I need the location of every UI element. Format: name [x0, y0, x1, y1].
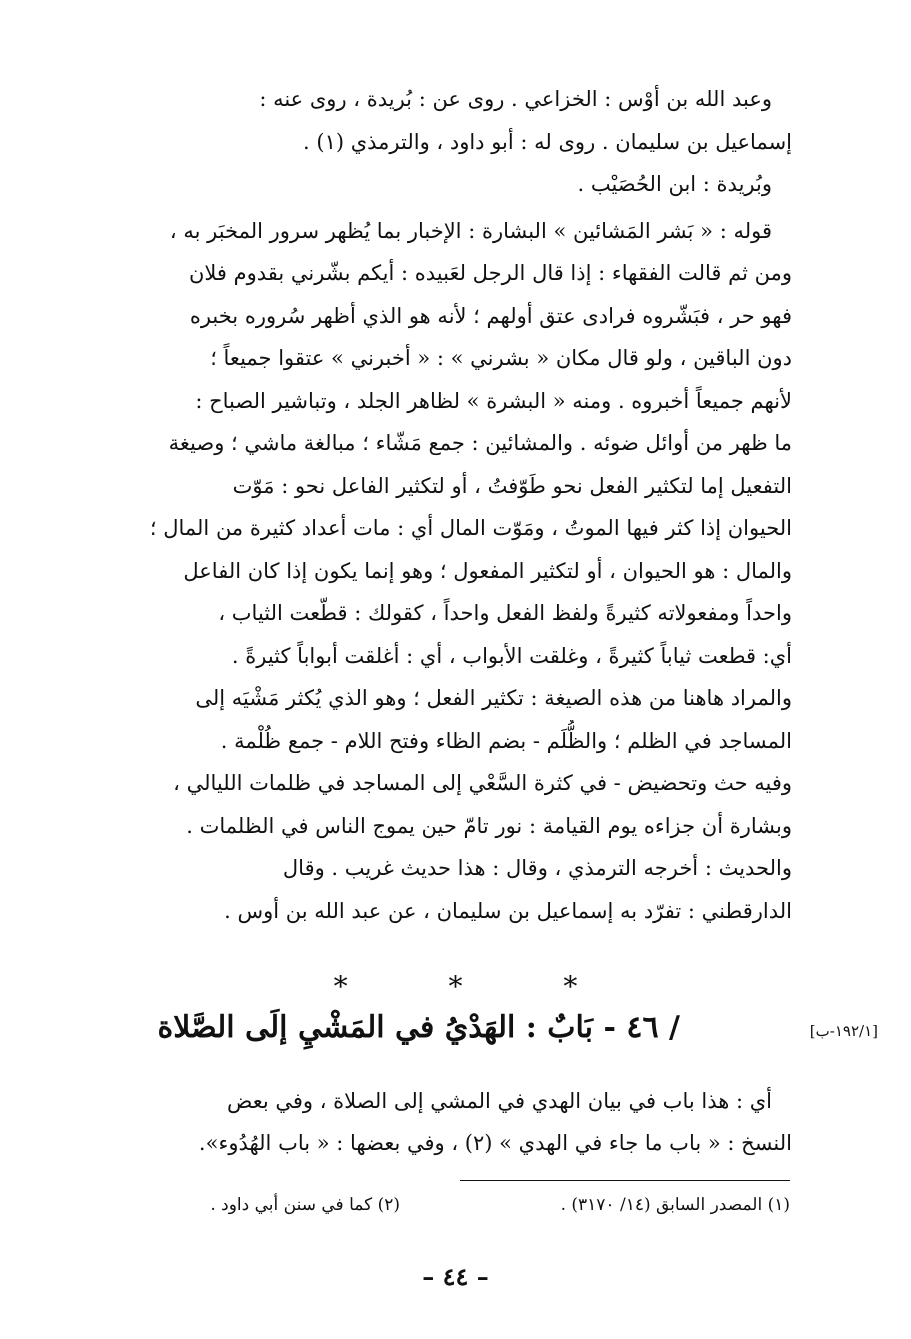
text-line: والمال : هو الحيوان ، أو لتكثير المفعول ؛ وهو إنما يكون إذا كان الفاعل — [183, 558, 792, 583]
text-line: ما ظهر من أوائل ضوئه . والمشائين : جمع مَشّاء ؛ مبالغة ماشي ؛ وصيغة — [168, 431, 792, 455]
footnote-1: (١) المصدر السابق (١٤/ ٣١٧٠) . — [560, 1195, 790, 1215]
text-line: الدارقطني : تفرّد به إسماعيل بن سليمان ، عن عبد الله بن أوس . — [224, 898, 792, 923]
text-line: قوله : « بَشر المَشائين » البشارة : الإخبار بما يُظهر سرور المخبَر به ، — [169, 218, 772, 243]
chapter-text — [102, 1080, 792, 1164]
text-line: وبشارة أن جزاءه يوم القيامة : نور تامّ حين يموج الناس في الظلمات . — [186, 813, 792, 838]
footnote-2: (٢) كما في سنن أبي داود . — [210, 1195, 400, 1215]
text-line: دون الباقين ، ولو قال مكان « بشرني » : « أخبرني » عتقوا جميعاً ؛ — [210, 346, 792, 370]
text-line: وعبد الله بن أوْس : الخزاعي . روى عن : بُريدة ، روى عنه : — [259, 87, 772, 111]
text-line: والحديث : أخرجه الترمذي ، وقال : هذا حديث غريب . وقال — [282, 856, 792, 880]
main-text — [102, 78, 792, 932]
footnote-divider — [460, 1180, 790, 1181]
text-line: ومن ثم قالت الفقهاء : إذا قال الرجل لعَبيده : أيكم بشّرني بقدوم فلان — [188, 261, 792, 285]
text-line: وبُريدة : ابن الحُصَيْب . — [577, 172, 772, 196]
text-line: والمراد هاهنا من هذه الصيغة : تكثير الفعل ؛ وهو الذي يُكثر مَشْيَه إلى — [195, 686, 792, 710]
text-line: فهو حر ، فبَشّروه فرادى عتق أولهم ؛ لأنه هو الذي أظهر سُروره بخبره — [189, 303, 792, 328]
text-line: إسماعيل بن سليمان . روى له : أبو داود ، والترمذي (١) . — [303, 129, 792, 154]
text-line: وفيه حث وتحضيض - في كثرة السَّعْي إلى المساجد في ظلمات الليالي ، — [173, 771, 792, 795]
page-number: – ٤٤ – — [422, 1262, 489, 1291]
text-line: أي : هذا باب في بيان الهدي في المشي إلى الصلاة ، وفي بعض — [226, 1089, 772, 1113]
chapter-heading: / ٤٦ - بَابٌ : الهَدْيُ في المَشْيِ إلَى الصَّلاة — [157, 1010, 680, 1045]
text-line: واحداً ومفعولاته كثيرةً ولفظ الفعل واحداً ، كقولك : قطّعت الثياب ، — [218, 601, 792, 625]
margin-reference: [١٩٢/١-ب] — [809, 1022, 878, 1040]
section-separator: * * * — [333, 970, 624, 1003]
text-line: لأنهم جميعاً أخبروه . ومنه « البشرة » لظاهر الجلد ، وتباشير الصباح : — [195, 388, 792, 413]
text-line: التفعيل إما لتكثير الفعل نحو طَوّفتُ ، أو لتكثير الفاعل نحو : مَوّت — [232, 473, 792, 498]
text-line: أي: قطعت ثياباً كثيرةً ، وغلقت الأبواب ، أي : أغلقت أبواباً كثيرةً . — [231, 643, 792, 668]
text-line: المساجد في الظلم ؛ والظُّلَم - بضم الظاء وفتح اللام - جمع ظُلْمة . — [220, 728, 792, 753]
text-line: الحيوان إذا كثر فيها الموتُ ، ومَوّت المال أي : مات أعداد كثيرة من المال ؛ — [149, 516, 792, 540]
text-line: النسخ : « باب ما جاء في الهدي » (٢) ، وفي بعضها : « باب الهُدُوء». — [198, 1131, 792, 1155]
